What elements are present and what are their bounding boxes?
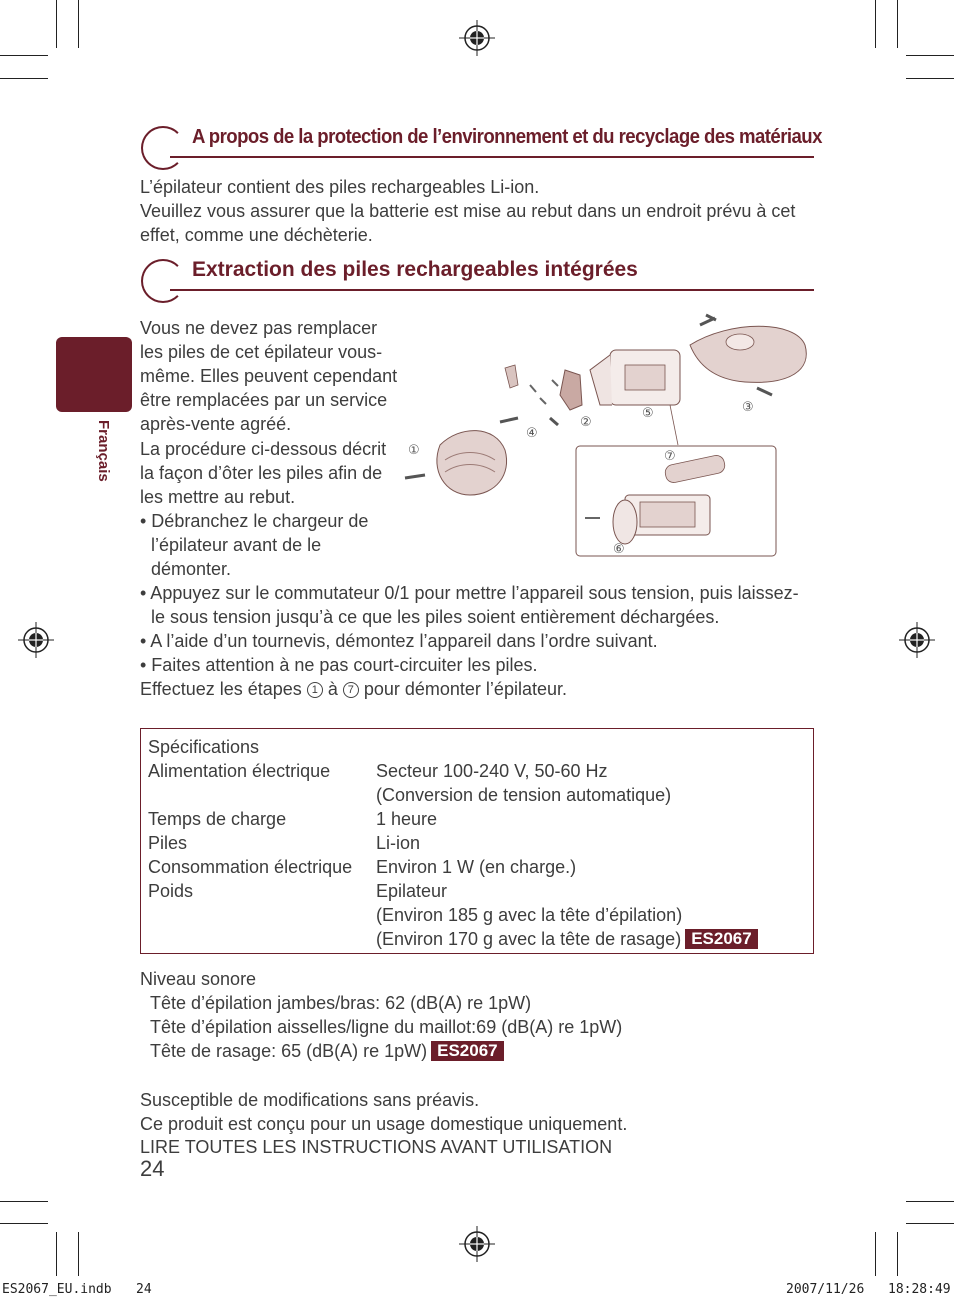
steps-mid: à xyxy=(327,679,338,699)
crop-mark xyxy=(906,78,954,79)
crop-mark xyxy=(78,0,79,48)
crop-mark xyxy=(906,1223,954,1224)
registration-mark-icon xyxy=(459,20,495,56)
step-number-badge: 1 xyxy=(307,682,323,698)
spec-label: Consommation électrique xyxy=(148,857,353,877)
figure-step-label: ⑥ xyxy=(613,542,625,557)
steps-line xyxy=(140,677,567,701)
footer-time: 18:28:49 xyxy=(888,1282,951,1297)
steps-prefix: Effectuez les étapes xyxy=(140,679,302,699)
env-line-2: Veuillez vous assurer que la batterie est mise au rebut dans un endroit prévu à cet xyxy=(140,201,796,221)
figure-step-label: ③ xyxy=(742,400,754,415)
note-line: LIRE TOUTES LES INSTRUCTIONS AVANT UTILISATION xyxy=(140,1137,613,1157)
intro-line: La procédure ci-dessous décrit xyxy=(140,439,387,459)
specs-title: Spécifications xyxy=(148,737,260,757)
spec-value: 1 heure xyxy=(376,809,438,829)
noise-line-with-badge xyxy=(150,1039,504,1063)
spec-value: Environ 1 W (en charge.) xyxy=(376,857,577,877)
figure-step-label: ① xyxy=(408,443,420,458)
crop-mark xyxy=(0,1223,48,1224)
spec-label: Poids xyxy=(148,881,194,901)
crop-mark xyxy=(56,1232,57,1276)
spec-value: (Environ 170 g avec la tête de rasage) xyxy=(376,929,682,949)
note-line: Susceptible de modifications sans préavis. xyxy=(140,1090,480,1110)
heading-bullet-icon xyxy=(141,126,185,170)
bullet-short-circuit: • Faites attention à ne pas court-circuiter les piles. xyxy=(140,655,538,675)
heading-rule xyxy=(170,289,814,291)
crop-mark xyxy=(897,1232,898,1276)
intro-line: les piles de cet épilateur vous- xyxy=(140,342,383,362)
language-tab-label: Français xyxy=(95,420,112,482)
heading-bullet-icon xyxy=(141,259,185,303)
intro-line: être remplacées par un service xyxy=(140,390,388,410)
crop-mark xyxy=(875,1232,876,1276)
spec-value: Secteur 100-240 V, 50-60 Hz xyxy=(376,761,608,781)
env-line-1: L’épilateur contient des piles rechargeables Li-ion. xyxy=(140,177,540,197)
step-number-badge: 7 xyxy=(343,682,359,698)
spec-value: Li-ion xyxy=(376,833,421,853)
noise-title: Niveau sonore xyxy=(140,969,257,989)
intro-line: les mettre au rebut. xyxy=(140,487,296,507)
model-badge: ES2067 xyxy=(431,1041,504,1061)
intro-line: Vous ne devez pas remplacer xyxy=(140,318,378,338)
figure-step-label: ② xyxy=(580,415,592,430)
intro-line: même. Elles peuvent cependant xyxy=(140,366,398,386)
figure-step-label: ⑦ xyxy=(664,449,676,464)
env-line-3: effet, comme une déchèterie. xyxy=(140,225,373,245)
disassembly-illustration xyxy=(400,310,814,562)
spec-label: Temps de charge xyxy=(148,809,287,829)
spec-value: (Conversion de tension automatique) xyxy=(376,785,672,805)
noise-line: Tête de rasage: 65 (dB(A) re 1pW) xyxy=(150,1041,428,1061)
spec-label: Alimentation électrique xyxy=(148,761,331,781)
bullet-discharge: le sous tension jusqu’à ce que les piles soient entièrement déchargées. xyxy=(151,607,720,627)
crop-mark xyxy=(78,1232,79,1276)
spec-value: Epilateur xyxy=(376,881,448,901)
model-badge: ES2067 xyxy=(685,929,758,949)
noise-line: Tête d’épilation aisselles/ligne du maillot:69 (dB(A) re 1pW) xyxy=(150,1017,623,1037)
figure-step-label: ④ xyxy=(526,426,538,441)
noise-line: Tête d’épilation jambes/bras: 62 (dB(A) re 1pW) xyxy=(150,993,532,1013)
crop-mark xyxy=(906,55,954,56)
crop-mark xyxy=(56,0,57,48)
crop-mark xyxy=(906,1201,954,1202)
bullet-unplug: démonter. xyxy=(151,559,232,579)
note-line: Ce produit est conçu pour un usage domestique uniquement. xyxy=(140,1114,628,1134)
crop-mark xyxy=(0,78,48,79)
registration-mark-icon xyxy=(459,1226,495,1262)
spec-label: Piles xyxy=(148,833,188,853)
figure-step-label: ⑤ xyxy=(642,406,654,421)
registration-mark-icon xyxy=(899,622,935,658)
language-tab xyxy=(56,337,132,412)
bullet-unplug: • Débranchez le chargeur de xyxy=(140,511,369,531)
spec-value: (Environ 185 g avec la tête d’épilation) xyxy=(376,905,683,925)
bullet-discharge: • Appuyez sur le commutateur 0/1 pour mettre l’appareil sous tension, puis laissez- xyxy=(140,583,799,603)
spec-value-with-badge xyxy=(376,927,758,951)
bullet-unplug: l’épilateur avant de le xyxy=(151,535,322,555)
footer-page: 24 xyxy=(136,1282,152,1297)
crop-mark xyxy=(0,55,48,56)
intro-line: la façon d’ôter les piles afin de xyxy=(140,463,383,483)
bullet-screwdriver: • A l’aide d’un tournevis, démontez l’appareil dans l’ordre suivant. xyxy=(140,631,658,651)
footer-filename: ES2067_EU.indb xyxy=(2,1282,112,1297)
registration-mark-icon xyxy=(18,622,54,658)
heading-rule xyxy=(170,156,814,158)
intro-line: après-vente agréé. xyxy=(140,414,292,434)
section-title-battery: Extraction des piles rechargeables intégrées xyxy=(192,258,638,281)
crop-mark xyxy=(0,1201,48,1202)
crop-mark xyxy=(897,0,898,48)
footer-date: 2007/11/26 xyxy=(786,1282,865,1297)
crop-mark xyxy=(875,0,876,48)
steps-suffix: pour démonter l’épilateur. xyxy=(363,679,567,699)
page-number: 24 xyxy=(140,1156,165,1181)
section-title-environment: A propos de la protection de l’environnement et du recyclage des matériaux xyxy=(192,126,822,148)
